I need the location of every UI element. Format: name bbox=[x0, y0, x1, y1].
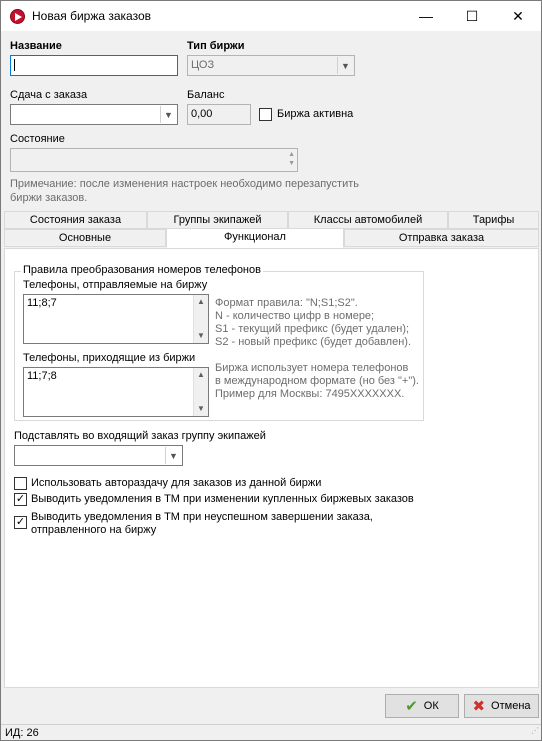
scroll-down-icon[interactable]: ▼ bbox=[197, 404, 205, 413]
functional-panel bbox=[4, 248, 539, 688]
tab-main[interactable]: Основные bbox=[4, 229, 166, 247]
tab-order-states[interactable]: Состояния заказа bbox=[4, 211, 147, 229]
balance-field: 0,00 bbox=[187, 104, 251, 125]
spin-arrows-icon: ▲ ▼ bbox=[288, 151, 295, 167]
scroll-down-icon[interactable]: ▼ bbox=[197, 331, 205, 340]
tab-order-sending[interactable]: Отправка заказа bbox=[344, 229, 539, 247]
phone-rules-title: Правила преобразования номеров телефонов bbox=[23, 264, 261, 276]
scroll-up-icon[interactable]: ▲ bbox=[197, 297, 205, 306]
exchange-active-checkbox[interactable] bbox=[259, 108, 272, 121]
checkmark-icon: ✓ bbox=[15, 516, 26, 528]
tab-functional[interactable]: Функционал bbox=[166, 228, 344, 248]
outgoing-scrollbar[interactable] bbox=[193, 295, 208, 343]
button-bar bbox=[1, 689, 541, 723]
crew-group-label: Подставлять во входящий заказ группу экипажей bbox=[14, 430, 266, 442]
notify-failure-label: Выводить уведомления в ТМ при неуспешном завершении заказа, отправленного на биржу bbox=[31, 511, 373, 536]
window-title: Новая биржа заказов bbox=[32, 9, 152, 23]
notify-failure-checkbox[interactable] bbox=[14, 516, 27, 529]
type-label: Тип биржи bbox=[187, 40, 245, 52]
tab-crew-groups[interactable]: Группы экипажей bbox=[147, 211, 288, 229]
app-logo-icon bbox=[10, 9, 25, 24]
notify-changes-checkbox[interactable] bbox=[14, 493, 27, 506]
ok-button-label: ОК bbox=[423, 700, 439, 712]
auto-distribution-label: Использовать автораздачу для заказов из данной биржи bbox=[31, 477, 322, 489]
state-field bbox=[10, 148, 298, 172]
tab-tariffs[interactable]: Тарифы bbox=[448, 211, 539, 229]
crew-group-select[interactable] bbox=[14, 445, 183, 466]
name-label: Название bbox=[10, 40, 62, 52]
ok-button[interactable] bbox=[385, 694, 459, 718]
close-button[interactable]: ✕ bbox=[512, 7, 524, 24]
resize-grip-icon[interactable]: ⋰ bbox=[531, 726, 539, 735]
change-label: Сдача с заказа bbox=[10, 89, 88, 101]
outgoing-phones-value: 11;8;7 bbox=[27, 297, 57, 309]
checkmark-icon: ✔ bbox=[405, 698, 418, 715]
international-format-hint: Биржа использует номера телефонов в международном формате (но без "+"). Пример для Москвы: 7495XXXXXXX. bbox=[215, 362, 419, 400]
auto-distribution-checkbox[interactable] bbox=[14, 477, 27, 490]
name-input[interactable] bbox=[10, 55, 178, 76]
cross-icon: ✖ bbox=[472, 698, 486, 715]
type-select[interactable] bbox=[187, 55, 355, 76]
state-label: Состояние bbox=[10, 133, 65, 145]
outgoing-phones-label: Телефоны, отправляемые на биржу bbox=[23, 279, 208, 291]
cancel-button-label: Отмена bbox=[491, 700, 531, 712]
title-bar[interactable] bbox=[1, 1, 541, 31]
chevron-down-icon: ▼ bbox=[337, 57, 353, 74]
incoming-phones-value: 11;7;8 bbox=[27, 370, 57, 382]
outgoing-phones-input[interactable] bbox=[23, 294, 209, 344]
format-hint: Формат правила: "N;S1;S2". N - количество цифр в номере; S1 - текущий префикс (будет удален); S2 - новый префикс (будет добавлен). bbox=[215, 297, 411, 348]
checkmark-icon: ✓ bbox=[15, 493, 26, 505]
chevron-down-icon: ▼ bbox=[160, 106, 176, 123]
incoming-phones-label: Телефоны, приходящие из биржи bbox=[23, 352, 196, 364]
tab-car-classes[interactable]: Классы автомобилей bbox=[288, 211, 448, 229]
chevron-down-icon: ▼ bbox=[165, 447, 181, 464]
exchange-active-label: Биржа активна bbox=[277, 108, 354, 120]
change-select[interactable] bbox=[10, 104, 178, 125]
minimize-button[interactable]: — bbox=[419, 8, 433, 24]
incoming-scrollbar[interactable] bbox=[193, 368, 208, 416]
restart-note: Примечание: после изменения настроек необходимо перезапустить биржи заказов. bbox=[10, 178, 360, 204]
status-bar bbox=[1, 724, 541, 741]
balance-label: Баланс bbox=[187, 89, 225, 101]
incoming-phones-input[interactable] bbox=[23, 367, 209, 417]
cancel-button[interactable] bbox=[464, 694, 539, 718]
notify-changes-label: Выводить уведомления в ТМ при изменении купленных биржевых заказов bbox=[31, 493, 414, 505]
record-id: ИД: 26 bbox=[5, 727, 39, 739]
scroll-up-icon[interactable]: ▲ bbox=[197, 370, 205, 379]
maximize-button[interactable]: ☐ bbox=[465, 7, 479, 24]
text-cursor bbox=[14, 59, 15, 71]
type-select-value: ЦОЗ bbox=[191, 59, 215, 71]
